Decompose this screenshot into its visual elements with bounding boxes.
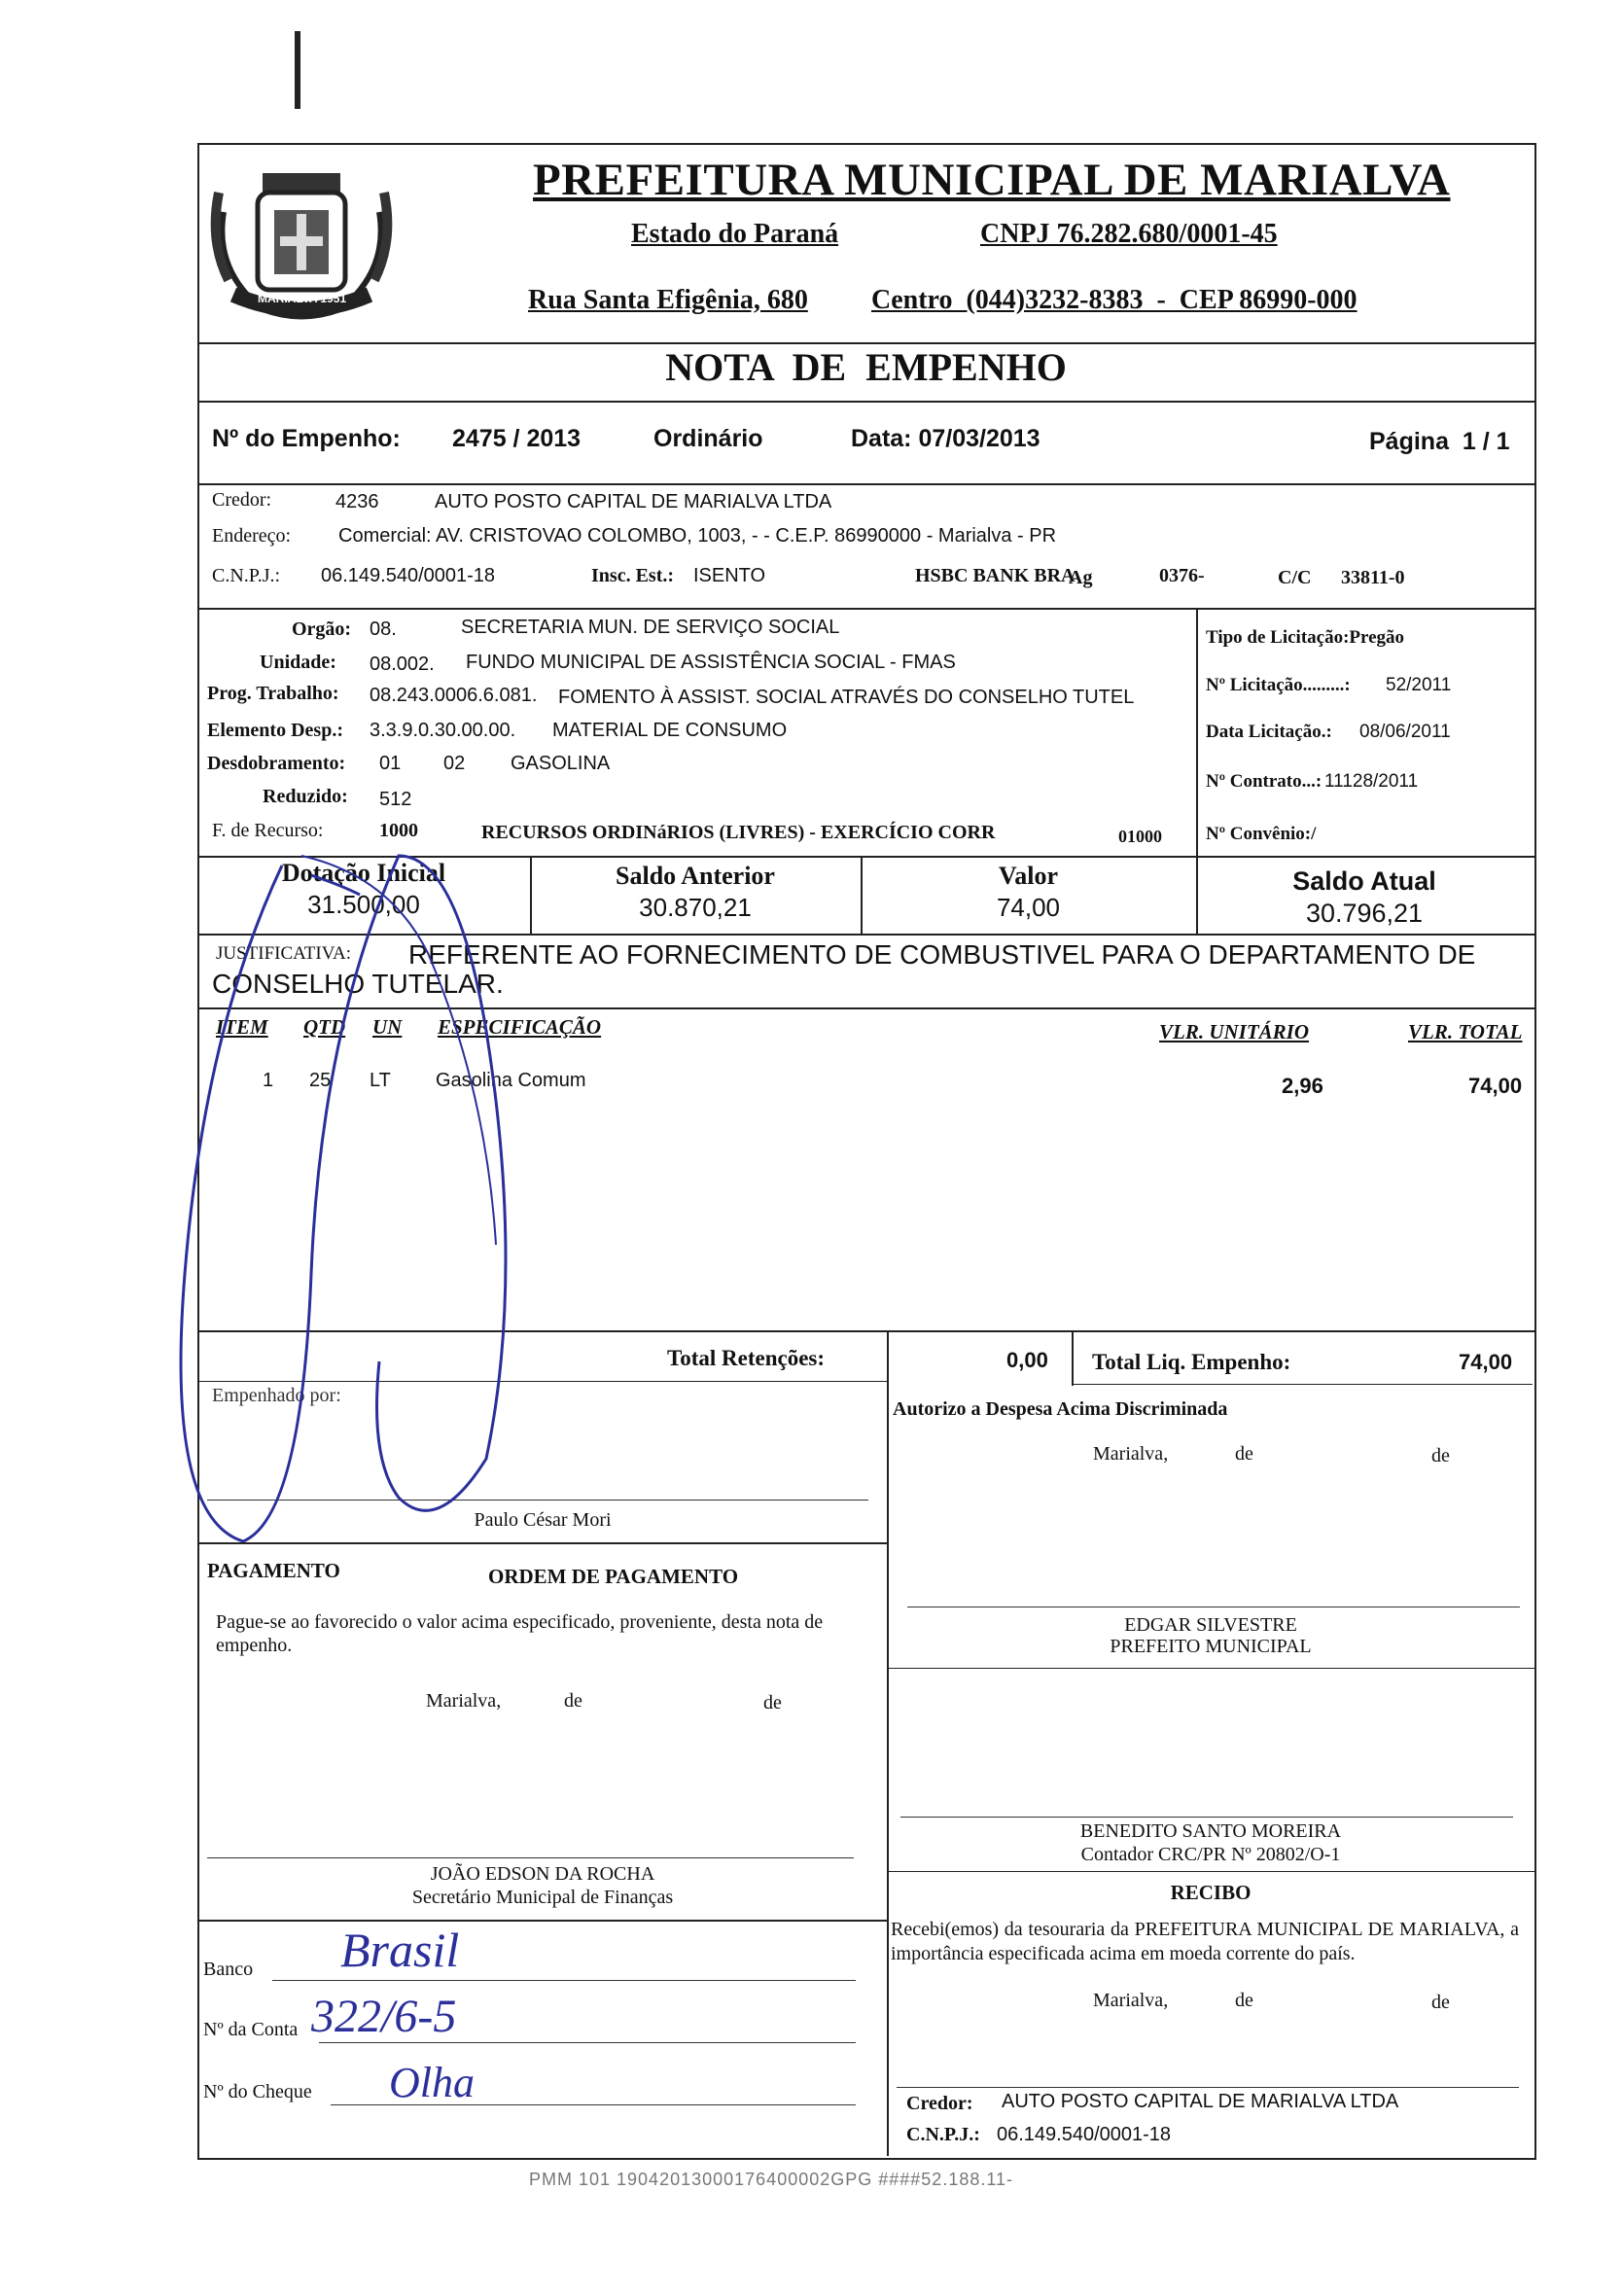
recibo-title: RECIBO — [1170, 1881, 1252, 1904]
cnpj-header: CNPJ 76.282.680/0001-45 — [980, 219, 1278, 249]
valor-label: Valor — [998, 862, 1059, 890]
scan-mark — [295, 31, 300, 109]
recibo-text: Recebi(emos) da tesouraria da PREFEITURA MUNICIPAL DE MARIALVA, a importância especificada acima em moeda corrente do país. — [891, 1919, 1519, 1964]
credor-code: 4236 — [335, 491, 379, 512]
prog-label: Prog. Trabalho: — [207, 683, 339, 704]
orgao-name: SECRETARIA MUN. DE SERVIÇO SOCIAL — [461, 617, 840, 638]
coat-of-arms-banner: MARIALVA 1951 — [258, 292, 347, 305]
orgao-code: 08. — [370, 618, 397, 640]
ag-label: Ag — [1069, 567, 1093, 588]
convenio: Nº Convênio:/ — [1206, 824, 1317, 844]
prefeito-title: PREFEITO MUNICIPAL — [1110, 1636, 1312, 1657]
recibo-de-2: de — [1431, 1992, 1450, 2013]
recibo-cnpj-value: 06.149.540/0001-18 — [997, 2124, 1172, 2145]
desdobramento-b: 02 — [443, 753, 466, 774]
contrato-label: Nº Contrato...: — [1206, 771, 1322, 792]
valor-value: 74,00 — [996, 893, 1061, 922]
autorizo-de-2: de — [1431, 1445, 1450, 1466]
recurso-code2: 01000 — [1118, 827, 1162, 846]
autorizo-marialva: Marialva, — [1093, 1443, 1169, 1465]
page-number: Página 1 / 1 — [1369, 428, 1510, 455]
recurso-label: F. de Recurso: — [212, 820, 324, 841]
insc-label: Insc. Est.: — [591, 565, 675, 586]
pague-text: Pague-se ao favorecido o valor acima especificado, proveniente, desta nota de empenho. — [216, 1611, 824, 1656]
recibo-cnpj-label: C.N.P.J.: — [906, 2124, 980, 2145]
item-especificacao: Gasolina Comum — [436, 1070, 586, 1091]
empenhado-name: Paulo César Mori — [474, 1509, 612, 1531]
ordem-pagamento-title: ORDEM DE PAGAMENTO — [488, 1565, 739, 1588]
pagamento-de-2: de — [763, 1692, 782, 1713]
pagamento-marialva: Marialva, — [426, 1690, 502, 1712]
prefeito-name: EDGAR SILVESTRE — [1124, 1614, 1297, 1636]
endereco-label: Endereço: — [212, 525, 292, 547]
ag-value: 0376- — [1159, 565, 1205, 586]
empenhado-label: Empenhado por: — [212, 1385, 341, 1406]
licitacao-number: 52/2011 — [1386, 675, 1452, 695]
prog-name: FOMENTO À ASSIST. SOCIAL ATRAVÉS DO CONSELHO TUTEL — [558, 687, 1135, 708]
pagamento-title: PAGAMENTO — [207, 1559, 340, 1582]
elemento-label: Elemento Desp.: — [207, 720, 343, 741]
col-qtd: QTD — [303, 1015, 346, 1039]
unidade-name: FUNDO MUNICIPAL DE ASSISTÊNCIA SOCIAL - FMAS — [466, 652, 956, 673]
recurso-code: 1000 — [379, 820, 418, 841]
justificativa-label: JUSTIFICATIVA: — [216, 943, 352, 964]
data-licitacao-value: 08/06/2011 — [1359, 722, 1451, 742]
col-especificacao: ESPECIFICAÇÃO — [438, 1015, 602, 1039]
handwritten-cheque: Olha — [389, 2059, 475, 2106]
contrato-value: 11128/2011 — [1324, 771, 1419, 792]
empenho-number: 2475 / 2013 — [452, 425, 582, 452]
elemento-code: 3.3.9.0.30.00.00. — [370, 720, 516, 741]
cnpj-value: 06.149.540/0001-18 — [321, 565, 496, 586]
credor-label: Credor: — [212, 489, 272, 511]
autorizo-text: Autorizo a Despesa Acima Discriminada — [893, 1398, 1228, 1420]
orgao-label: Orgão: — [292, 618, 352, 640]
conta-label: Nº da Conta — [203, 2019, 299, 2040]
document-title: NOTA DE EMPENHO — [665, 345, 1067, 389]
recibo-credor-label: Credor: — [906, 2093, 973, 2114]
pen-signature — [165, 836, 613, 1556]
recibo-marialva: Marialva, — [1093, 1990, 1169, 2011]
contador-title: Contador CRC/PR Nº 20802/O-1 — [1080, 1844, 1341, 1865]
recibo-credor-name: AUTO POSTO CAPITAL DE MARIALVA LTDA — [1002, 2091, 1399, 2112]
elemento-name: MATERIAL DE CONSUMO — [552, 720, 788, 741]
item-qtd: 25 — [309, 1070, 332, 1091]
autorizo-de-1: de — [1235, 1443, 1253, 1465]
item-vlr-total: 74,00 — [1468, 1074, 1523, 1098]
item-number: 1 — [263, 1070, 274, 1091]
col-un: UN — [372, 1015, 403, 1039]
col-vlr-total: VLR. TOTAL — [1408, 1020, 1523, 1043]
footer-code: PMM 101 19042013000176400002GPG ####52.188.11- — [529, 2170, 1014, 2189]
municipality-name: PREFEITURA MUNICIPAL DE MARIALVA — [533, 155, 1451, 205]
saldo-anterior-label: Saldo Anterior — [616, 862, 775, 890]
pagamento-de-1: de — [564, 1690, 582, 1712]
cc-label: C/C — [1278, 567, 1312, 588]
justificativa-text-1: REFERENTE AO FORNECIMENTO DE COMBUSTIVEL PARA O DEPARTAMENTO DE — [408, 939, 1476, 970]
handwritten-conta: 322/6-5 — [311, 1991, 457, 2042]
saldo-atual-label: Saldo Atual — [1292, 866, 1436, 896]
cheque-label: Nº do Cheque — [203, 2081, 312, 2102]
state-name: Estado do Paraná — [631, 219, 839, 249]
secretario-name: JOÃO EDSON DA ROCHA — [430, 1863, 655, 1885]
licitacao-label: Nº Licitação.........: — [1206, 675, 1351, 695]
empenho-label: Nº do Empenho: — [212, 425, 401, 452]
justificativa-text-2: CONSELHO TUTELAR. — [212, 969, 504, 999]
desdobramento-label: Desdobramento: — [207, 753, 346, 774]
credor-name: AUTO POSTO CAPITAL DE MARIALVA LTDA — [435, 491, 832, 512]
recibo-de-1: de — [1235, 1990, 1253, 2011]
data-licitacao-label: Data Licitação.: — [1206, 722, 1332, 742]
desdobramento-name: GASOLINA — [511, 753, 611, 774]
item-vlr-unitario: 2,96 — [1282, 1074, 1323, 1098]
empenho-type: Ordinário — [653, 425, 763, 452]
insc-value: ISENTO — [693, 565, 766, 586]
item-un: LT — [370, 1070, 391, 1091]
cnpj-label: C.N.P.J.: — [212, 565, 281, 586]
desdobramento-a: 01 — [379, 753, 402, 774]
recurso-name: RECURSOS ORDINáRIOS (LIVRES) - EXERCÍCIO CORR — [481, 822, 996, 843]
saldo-atual-value: 30.796,21 — [1305, 899, 1424, 928]
unidade-label: Unidade: — [260, 652, 336, 673]
secretario-title: Secretário Municipal de Finanças — [411, 1887, 674, 1908]
total-retencoes-value: 0,00 — [1006, 1348, 1048, 1372]
tipo-licitacao: Tipo de Licitação:Pregão — [1206, 627, 1405, 648]
col-vlr-unitario: VLR. UNITÁRIO — [1159, 1020, 1310, 1043]
unidade-code: 08.002. — [370, 653, 435, 675]
total-retencoes-label: Total Retenções: — [667, 1346, 826, 1370]
endereco-value: Comercial: AV. CRISTOVAO COLOMBO, 1003, - - C.E.P. 86990000 - Marialva - PR — [338, 525, 1057, 547]
total-liq-value: 74,00 — [1459, 1350, 1513, 1374]
address-street: Rua Santa Efigênia, 680 — [528, 285, 808, 315]
empenho-date: Data: 07/03/2013 — [851, 425, 1040, 452]
dotacao-value: 31.500,00 — [307, 890, 420, 919]
saldo-anterior-value: 30.870,21 — [639, 893, 752, 922]
bank-name: HSBC BANK BRA — [915, 565, 1075, 586]
reduzido-value: 512 — [379, 789, 412, 810]
contador-name: BENEDITO SANTO MOREIRA — [1079, 1820, 1342, 1842]
prog-code: 08.243.0006.6.081. — [370, 685, 538, 706]
col-item: ITEM — [216, 1015, 268, 1039]
coat-of-arms — [204, 154, 399, 329]
banco-label: Banco — [203, 1959, 254, 1980]
address-rest: Centro (044)3232-8383 - CEP 86990-000 — [871, 285, 1358, 315]
dotacao-label: Dotação Inicial — [281, 859, 446, 887]
reduzido-label: Reduzido: — [263, 786, 348, 807]
total-liq-label: Total Liq. Empenho: — [1092, 1350, 1291, 1374]
cc-value: 33811-0 — [1341, 567, 1405, 588]
handwritten-banco: Brasil — [340, 1923, 460, 1977]
